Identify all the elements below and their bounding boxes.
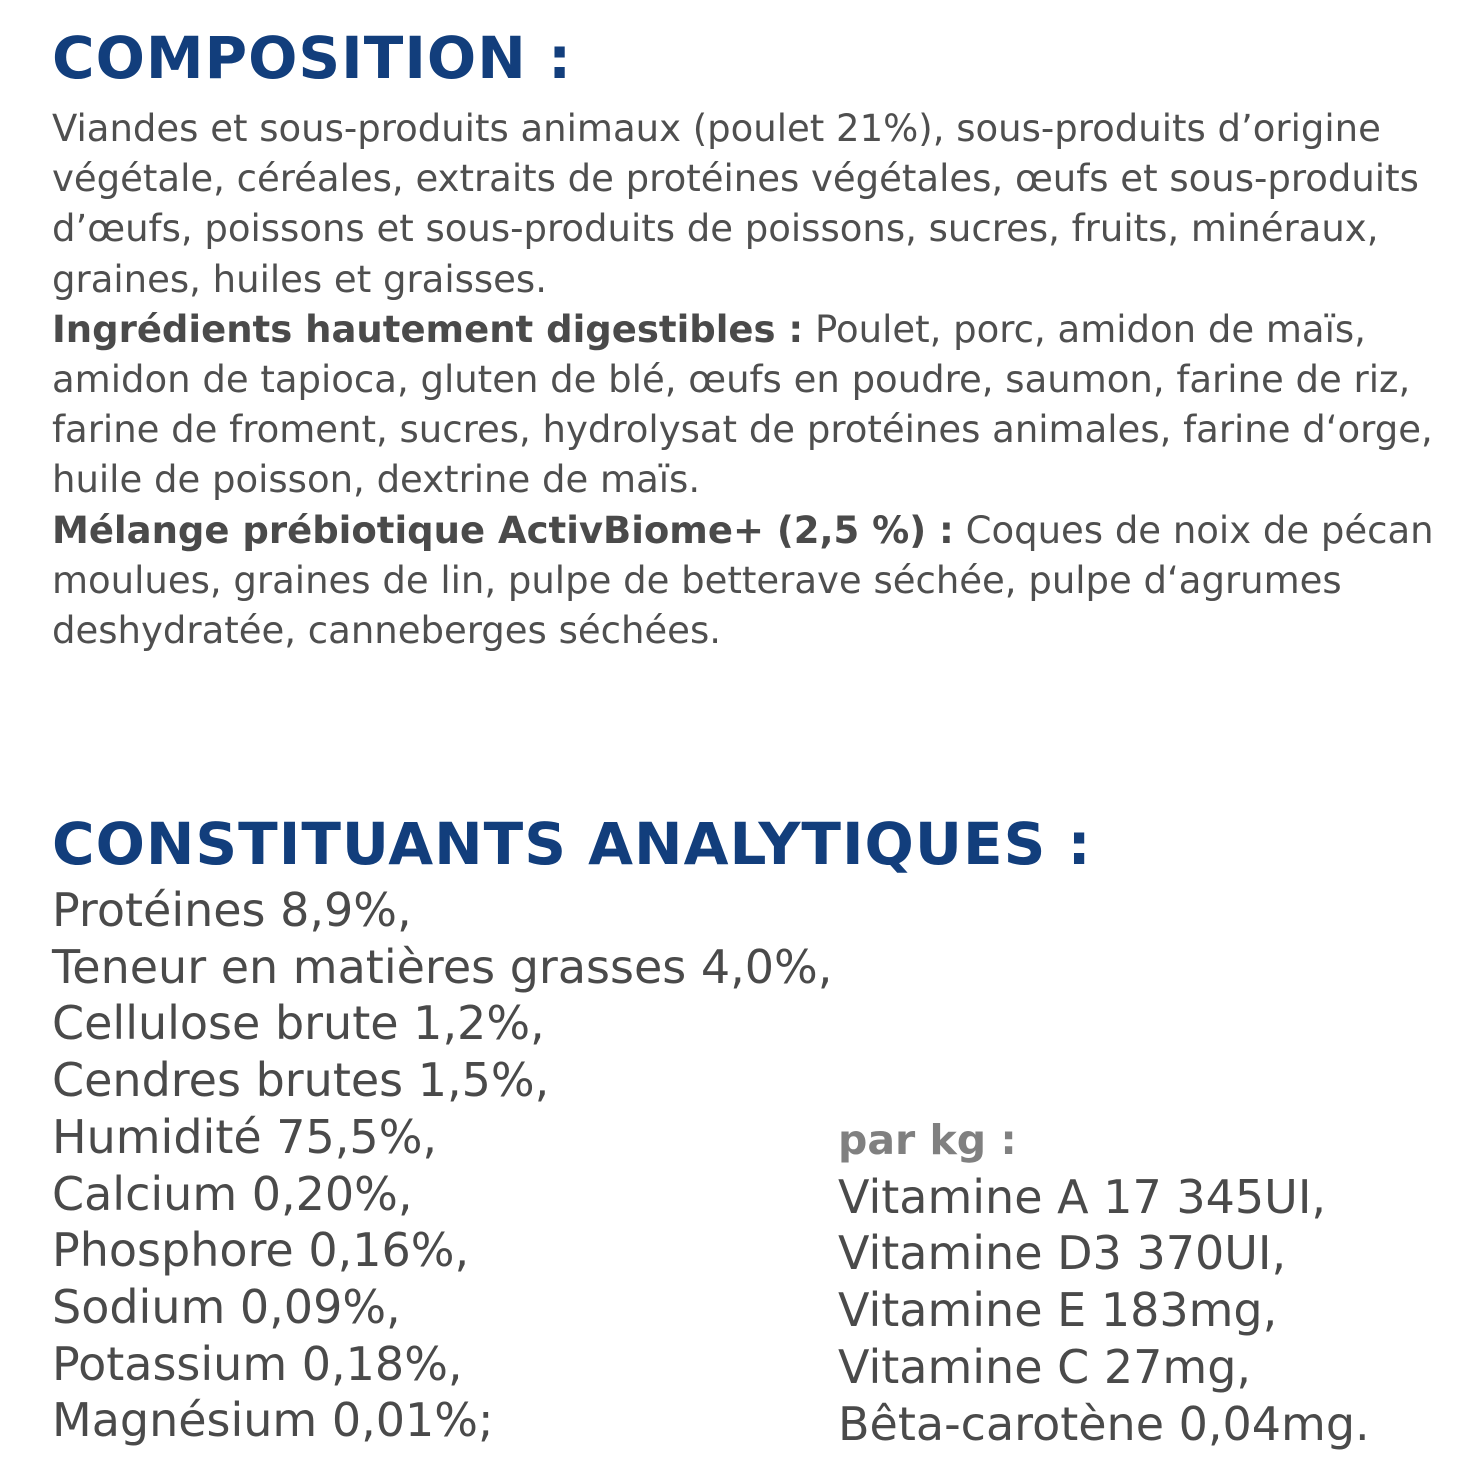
list-item: Calcium 0,20%,	[52, 1166, 413, 1221]
vitamin-list	[838, 1169, 1370, 1453]
list-item: Potassium 0,18%,	[52, 1336, 463, 1391]
vitamins-per-kg	[838, 1112, 1370, 1452]
per-kg-label: par kg :	[838, 1116, 1017, 1164]
list-item: Phosphore 0,16%,	[52, 1223, 470, 1278]
prebiotic-label: Mélange prébiotique ActivBiome+ (2,5 %) :	[52, 508, 954, 552]
list-item: Humidité 75,5%,	[52, 1109, 438, 1164]
vitamin-item: Vitamine A 17 345UI,	[838, 1169, 1327, 1224]
composition-ingredients: Viandes et sous-produits animaux (poulet 21%), sous-produits d’origine végétale, céréales, extraits de protéines végétales, œufs et sous-produits d’œufs, poissons et sous-produits de poissons, sucres, fruits, minéraux, graines, huiles et graisses.	[52, 107, 1419, 301]
vitamin-item: Bêta-carotène 0,04mg.	[838, 1396, 1370, 1451]
list-item: Cellulose brute 1,2%,	[52, 996, 545, 1051]
vitamin-item: Vitamine E 183mg,	[838, 1283, 1278, 1338]
list-item: Magnésium 0,01%;	[52, 1393, 494, 1448]
digestible-label: Ingrédients hautement digestibles :	[52, 307, 804, 351]
digestible-ingredients	[52, 305, 1462, 506]
prebiotic-blend	[52, 506, 1462, 657]
prebiotic-text: Coques de noix de pécan moulues, graines de lin, pulpe de betterave séchée, pulpe d‘agrumes deshydratée, canneberges séchées.	[52, 508, 1434, 653]
composition-text	[52, 104, 1462, 656]
list-item: Teneur en matières grasses 4,0%,	[52, 939, 833, 994]
constituants-heading: CONSTITUANTS ANALYTIQUES :	[52, 810, 1092, 878]
analytic-constituents-list	[52, 882, 832, 1449]
vitamin-item: Vitamine C 27mg,	[838, 1339, 1252, 1394]
list-item: Sodium 0,09%,	[52, 1279, 401, 1334]
list-item: Cendres brutes 1,5%,	[52, 1053, 550, 1108]
vitamin-item: Vitamine D3 370UI,	[838, 1226, 1287, 1281]
list-item: Protéines 8,9%,	[52, 883, 412, 937]
composition-heading: COMPOSITION :	[52, 24, 573, 92]
digestible-text: Poulet, porc, amidon de maïs, amidon de tapioca, gluten de blé, œufs en poudre, saumon, farine de riz, farine de froment, sucres, hydrolysat de protéines animales, farine d‘orge, huile de poisson, dextrine de maïs.	[52, 307, 1433, 502]
